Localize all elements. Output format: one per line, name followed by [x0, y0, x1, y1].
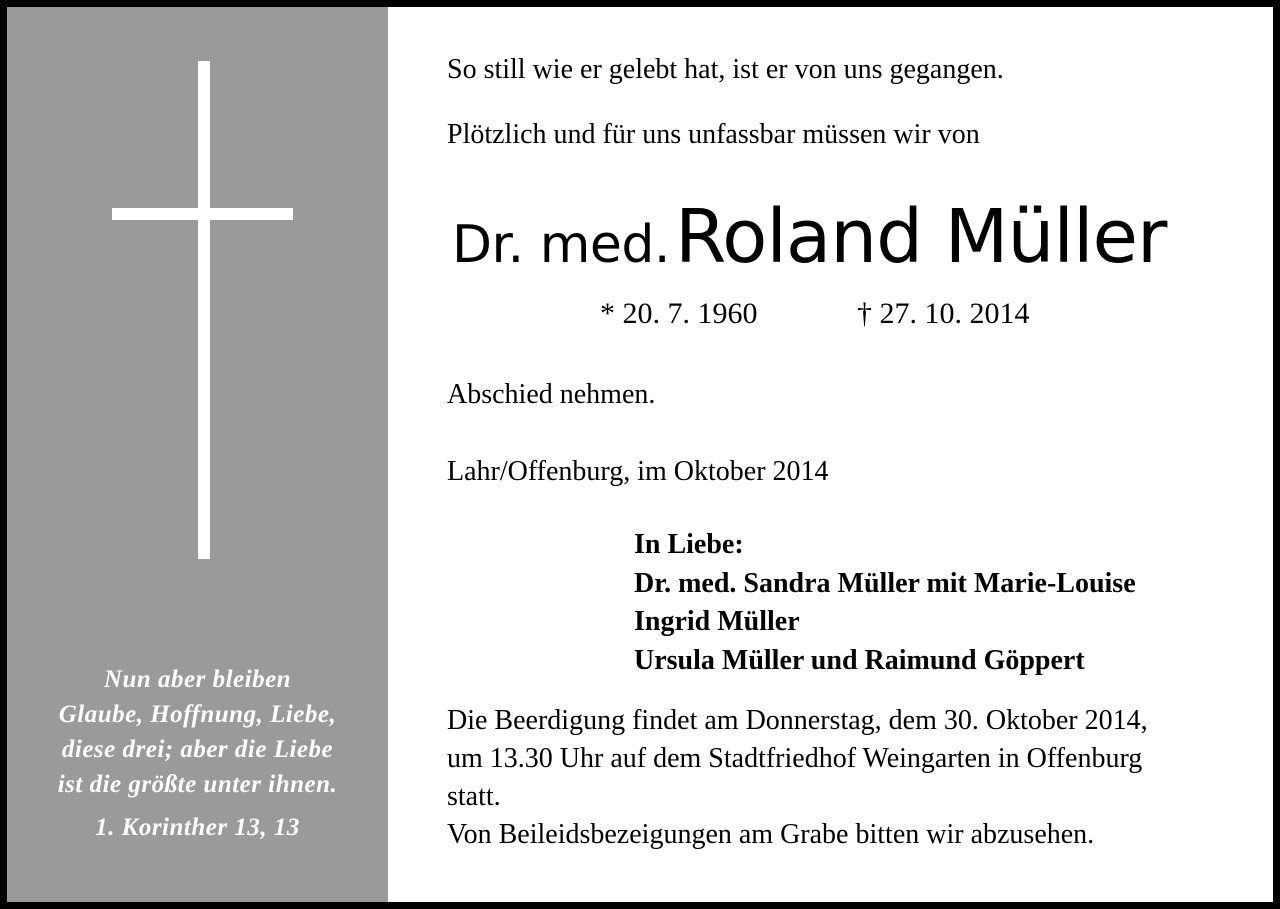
deceased-name	[452, 192, 1166, 302]
deceased-full-name: Roland Müller	[674, 194, 1167, 280]
funeral-line: Von Beileidsbezeigungen am Grabe bitten wir abzusehen.	[447, 819, 1095, 850]
signer-line: In Liebe:	[634, 529, 744, 560]
farewell-text: Abschied nehmen.	[447, 379, 656, 410]
verse-line: ist die größte unter ihnen.	[57, 771, 338, 798]
intro-line-2: Plötzlich und für uns unfassbar müssen wir von	[447, 119, 980, 150]
verse-line: Glaube, Hoffnung, Liebe,	[58, 701, 337, 728]
birth-date: * 20. 7. 1960	[600, 297, 758, 330]
place-date: Lahr/Offenburg, im Oktober 2014	[447, 456, 829, 487]
cross-horizontal-bar	[112, 208, 293, 220]
funeral-line: Die Beerdigung findet am Donnerstag, dem 30. Oktober 2014,	[447, 705, 1148, 736]
bible-verse	[7, 662, 388, 845]
signer-line: Dr. med. Sandra Müller mit Marie-Louise	[634, 567, 1136, 599]
intro-line-1: So still wie er gelebt hat, ist er von uns gegangen.	[447, 54, 1004, 85]
signer-line: Ingrid Müller	[634, 606, 800, 637]
deceased-title: Dr. med.	[452, 215, 670, 275]
funeral-line: statt.	[447, 781, 501, 812]
verse-reference: 1. Korinther 13, 13	[95, 814, 300, 841]
death-date: † 27. 10. 2014	[857, 297, 1030, 330]
cross-vertical-bar	[198, 61, 210, 559]
verse-line: Nun aber bleiben	[103, 666, 292, 693]
signers-block	[634, 526, 1136, 680]
funeral-line: um 13.30 Uhr auf dem Stadtfriedhof Weingarten in Offenburg	[447, 743, 1143, 774]
verse-line: diese drei; aber die Liebe	[61, 736, 334, 763]
funeral-info	[447, 702, 1148, 854]
signer-line: Ursula Müller und Raimund Göppert	[634, 644, 1085, 676]
